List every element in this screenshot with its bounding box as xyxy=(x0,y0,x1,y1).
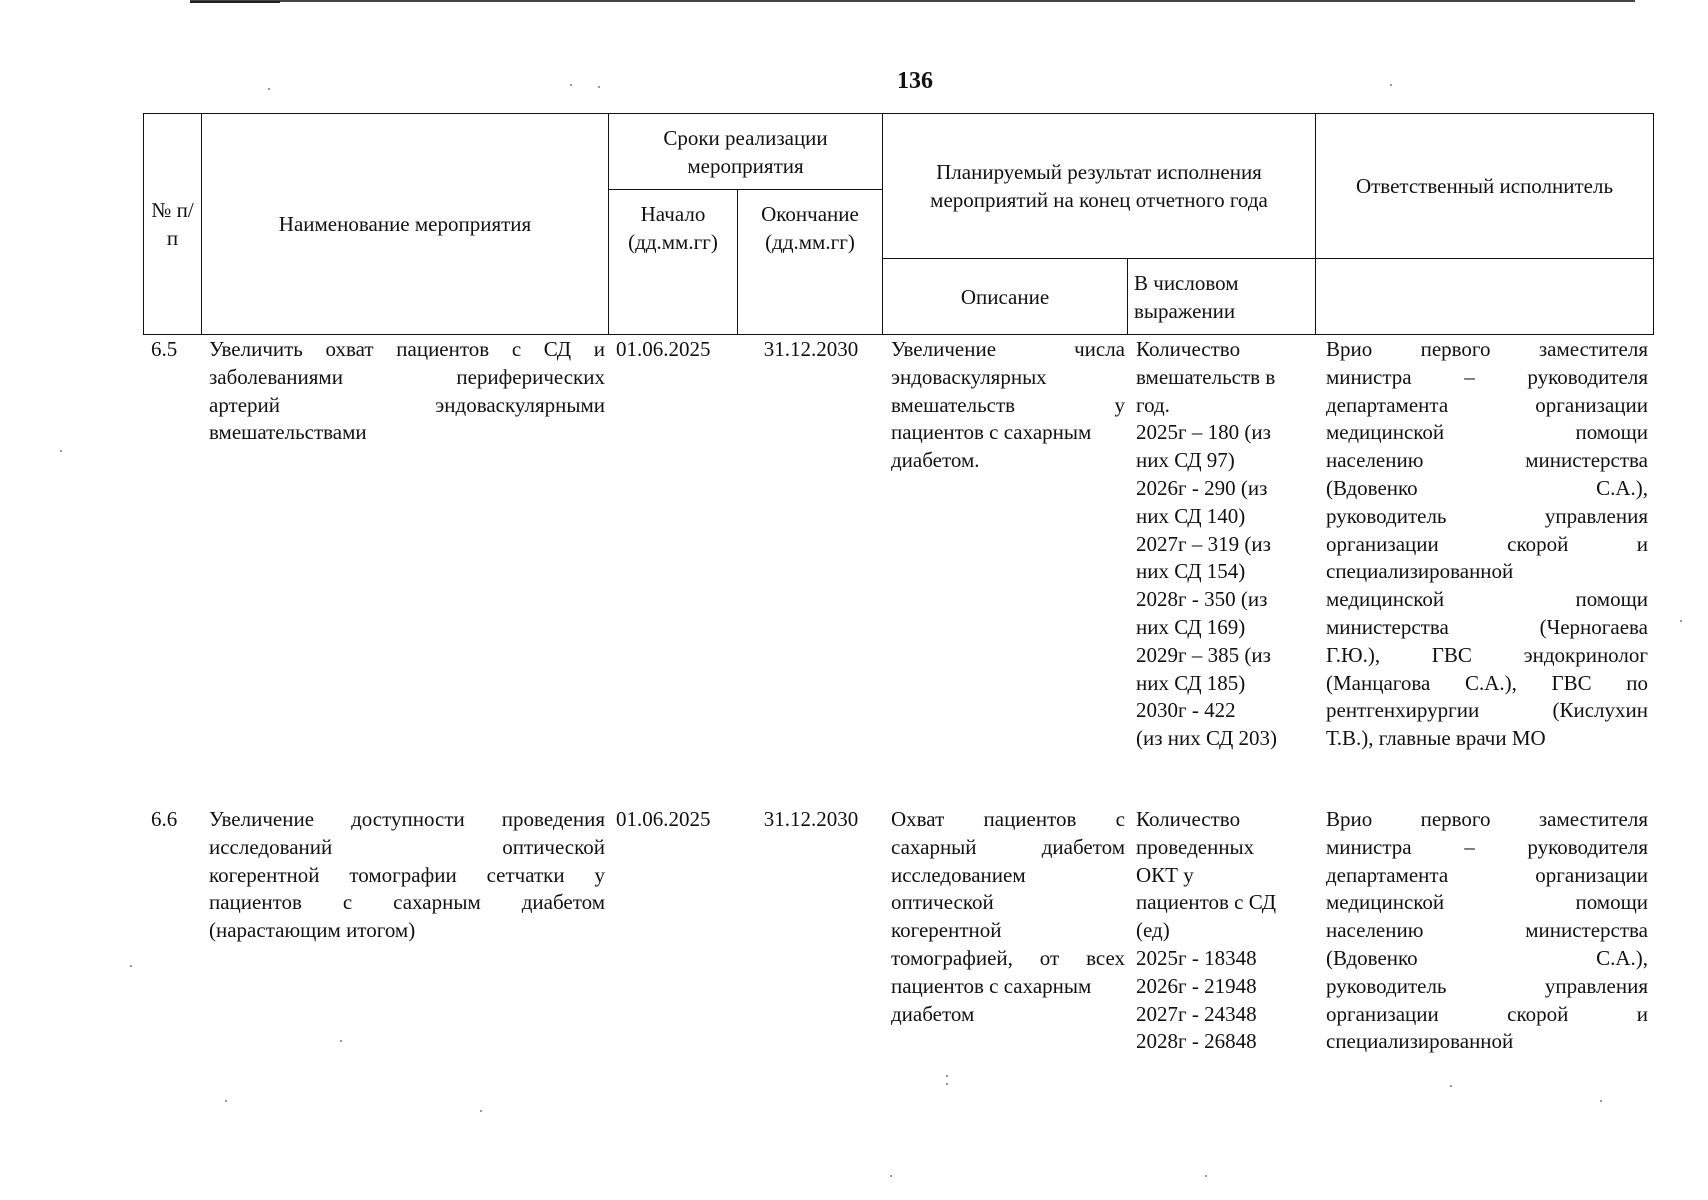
text-line: медицинской помощи xyxy=(1326,587,1648,612)
text-line: населению министерства xyxy=(1326,448,1648,473)
scan-edge-line xyxy=(190,1,280,3)
text-line: (нарастающим итогом) xyxy=(209,918,416,943)
text-line: них СД 140) xyxy=(1136,503,1246,528)
text-line: 2030г - 422 xyxy=(1136,698,1236,723)
measure-name xyxy=(209,806,605,945)
text-line: Охват пациентов с xyxy=(891,807,1125,831)
text-line: пациентов с сахарным диабетом xyxy=(209,890,605,915)
text-line: когерентной томографии сетчатки у xyxy=(209,862,605,887)
text-line: 2025г – 180 (из xyxy=(1136,420,1271,445)
responsible-executor xyxy=(1326,806,1648,1056)
row-number: 6.6 xyxy=(151,807,178,831)
text-line: Количество xyxy=(1136,337,1241,361)
text-line: (Манцагова С.А.), ГВС по xyxy=(1326,670,1648,695)
text-line: (ед) xyxy=(1136,918,1170,943)
text-line: Г.Ю.), ГВС эндокринолог xyxy=(1326,642,1648,667)
text-line: департамента организации xyxy=(1326,392,1648,417)
text-line: проведенных xyxy=(1136,834,1255,859)
text-line: министерства (Черногаева xyxy=(1326,614,1648,639)
header-desc: Описание xyxy=(883,259,1128,335)
text-line: Увеличение числа xyxy=(891,337,1125,361)
header-result: Планируемый результат исполнения мероприятий на конец отчетного года xyxy=(883,114,1316,259)
text-line: медицинской помощи xyxy=(1326,420,1648,445)
text-line: (из них СД 203) xyxy=(1136,726,1278,751)
text-line: диабетом xyxy=(891,1001,975,1026)
text-line: Врио первого заместителя xyxy=(1326,337,1648,361)
header-start: Начало (дд.мм.гг) xyxy=(609,190,738,335)
measure-name xyxy=(209,336,605,447)
text-line: Увеличение доступности проведения xyxy=(209,807,605,831)
table-body xyxy=(143,336,1653,1054)
header-terms: Сроки реализации мероприятия xyxy=(609,114,883,190)
text-line: (Вдовенко С.А.), xyxy=(1326,475,1648,500)
text-line: когерентной xyxy=(891,918,1002,943)
start-date: 01.06.2025 xyxy=(616,807,711,831)
text-line: 2025г - 18348 xyxy=(1136,945,1257,970)
text-line: ОКТ у xyxy=(1136,862,1194,887)
text-line: них СД 97) xyxy=(1136,448,1235,473)
text-line: 2026г - 290 (из xyxy=(1136,475,1268,500)
header-num: № п/п xyxy=(144,114,202,335)
text-line: 2027г – 319 (из xyxy=(1136,531,1271,556)
header-end: Окончание (дд.мм.гг) xyxy=(738,190,883,335)
text-line: исследованием xyxy=(891,862,1026,887)
text-line: пациентов с СД xyxy=(1136,890,1277,915)
text-line: них СД 169) xyxy=(1136,614,1246,639)
text-line: заболеваниями периферических xyxy=(209,364,605,389)
text-line: руководитель управления xyxy=(1326,973,1648,998)
table-header xyxy=(143,113,1654,335)
text-line: населению министерства xyxy=(1326,918,1648,943)
text-line: вмешательствами xyxy=(209,420,367,445)
header-value: В числовом выражении xyxy=(1128,259,1316,335)
text-line: (Вдовенко С.А.), xyxy=(1326,945,1648,970)
text-line: руководитель управления xyxy=(1326,503,1648,528)
result-description xyxy=(891,806,1125,1028)
text-line: 2027г - 24348 xyxy=(1136,1001,1257,1026)
result-description xyxy=(891,336,1125,475)
text-line: организации скорой и xyxy=(1326,531,1648,556)
scan-edge-line xyxy=(190,0,1635,2)
page-number: 136 xyxy=(897,68,933,94)
end-date: 31.12.2030 xyxy=(763,337,859,361)
text-line: артерий эндоваскулярными xyxy=(209,392,605,417)
text-line: вмешательств в xyxy=(1136,364,1276,389)
text-line: Количество xyxy=(1136,807,1241,831)
result-value xyxy=(1136,806,1312,1056)
text-line: год. xyxy=(1136,392,1170,417)
end-date: 31.12.2030 xyxy=(763,807,859,831)
table-row xyxy=(143,336,1653,776)
responsible-executor xyxy=(1326,336,1648,753)
text-line: департамента организации xyxy=(1326,862,1648,887)
text-line: специализированной xyxy=(1326,1029,1514,1054)
header-name: Наименование мероприятия xyxy=(202,114,609,335)
text-line: министра – руководителя xyxy=(1326,364,1648,389)
text-line: оптической xyxy=(891,890,994,915)
text-line: специализированной xyxy=(1326,559,1514,584)
start-date: 01.06.2025 xyxy=(616,337,711,361)
text-line: эндоваскулярных xyxy=(891,364,1047,389)
text-line: организации скорой и xyxy=(1326,1001,1648,1026)
text-line: Врио первого заместителя xyxy=(1326,807,1648,831)
text-line: медицинской помощи xyxy=(1326,890,1648,915)
text-line: Т.В.), главные врачи МО xyxy=(1326,726,1546,751)
text-line: них СД 185) xyxy=(1136,670,1246,695)
text-line: диабетом. xyxy=(891,448,980,473)
text-line: Увеличить охват пациентов с СД и xyxy=(209,337,605,361)
text-line: 2029г – 385 (из xyxy=(1136,642,1271,667)
text-line: сахарный диабетом xyxy=(891,834,1125,859)
text-line: пациентов с сахарным xyxy=(891,973,1092,998)
text-line: 2026г - 21948 xyxy=(1136,973,1257,998)
result-value xyxy=(1136,336,1312,753)
header-responsible: Ответственный исполнитель xyxy=(1316,114,1654,259)
text-line: томографией, от всех xyxy=(891,945,1125,970)
text-line: 2028г - 26848 xyxy=(1136,1029,1257,1054)
text-line: пациентов с сахарным xyxy=(891,420,1092,445)
row-number: 6.5 xyxy=(151,337,178,361)
text-line: исследований оптической xyxy=(209,834,605,859)
header-responsible-empty xyxy=(1316,259,1654,335)
text-line: министра – руководителя xyxy=(1326,834,1648,859)
text-line: рентгенхирургии (Кислухин xyxy=(1326,698,1648,723)
text-line: вмешательств у xyxy=(891,392,1125,417)
text-line: них СД 154) xyxy=(1136,559,1246,584)
text-line: 2028г - 350 (из xyxy=(1136,587,1268,612)
